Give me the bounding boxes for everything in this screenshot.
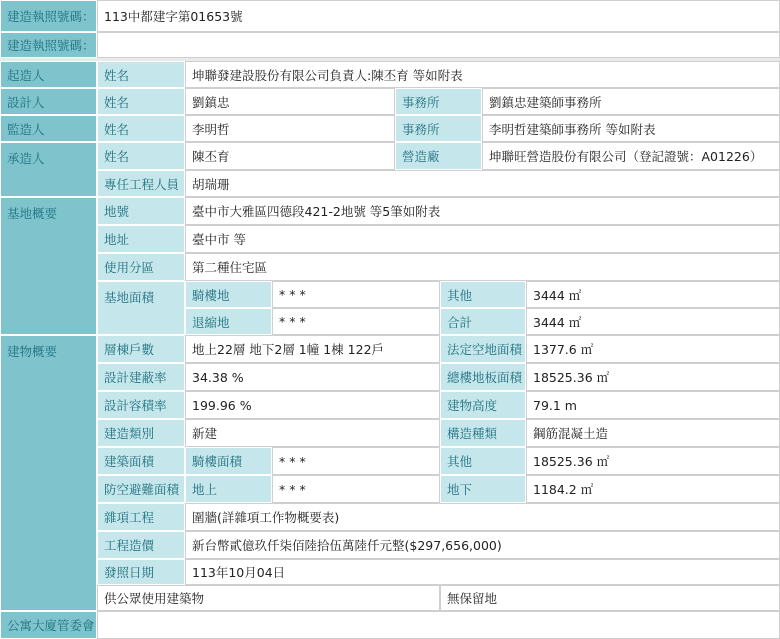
site-overview-label: 基地概要 [0,197,97,335]
build-area-label: 建築面積 [97,447,185,475]
build-type-value: 新建 [185,419,440,447]
site-setback-label: 退縮地 [185,308,272,335]
contractor-name-value: 陳丕育 [185,142,395,170]
site-zoning-label: 使用分區 [97,253,185,281]
designer-office-label: 事務所 [395,88,482,115]
structure-value: 鋼筋混凝土造 [526,419,780,447]
shelter-below-label: 地下 [440,475,526,503]
site-address-value: 臺中市 等 [185,225,780,253]
shelter-area-label: 防空避難面積 [97,475,185,503]
permit-number-value-2 [97,32,780,58]
building-overview-label: 建物概要 [0,335,97,611]
contractor-name-label: 姓名 [97,142,185,170]
far-value: 199.96 % [185,391,440,419]
build-type-label: 建造類別 [97,419,185,447]
designer-office-value: 劉鎮忠建築師事務所 [482,88,780,115]
open-space-label: 法定空地面積 [440,335,526,363]
supervisor-name-label: 姓名 [97,115,185,142]
arcade-area-value: * * * [272,447,440,475]
site-setback-value: * * * [272,308,440,335]
structure-label: 構造種類 [440,419,526,447]
initiator-name-label: 姓名 [97,61,185,88]
supervisor-name-value: 李明哲 [185,115,395,142]
shelter-below-value: 1184.2 ㎡ [526,475,780,503]
contractor-label: 承造人 [0,142,97,197]
height-label: 建物高度 [440,391,526,419]
permit-number-label: 建造執照號碼： [0,0,97,32]
coverage-value: 34.38 % [185,363,440,391]
site-other-label: 其他 [440,281,526,308]
cost-value: 新台幣貳億玖仟柒佰陸拾伍萬陸仟元整($297,656,000) [185,531,780,559]
build-other-label: 其他 [440,447,526,475]
site-arcade-value: * * * [272,281,440,308]
arcade-area-label: 騎樓面積 [185,447,272,475]
building-floors-label: 層棟戶數 [97,335,185,363]
contractor-company-value: 坤聯旺營造股份有限公司（登記證號：A01226） [482,142,780,170]
site-area-label: 基地面積 [97,281,185,335]
site-total-label: 合計 [440,308,526,335]
site-lot-value: 臺中市大雅區四德段421-2地號 等5筆如附表 [185,197,780,225]
site-address-label: 地址 [97,225,185,253]
initiator-name-value: 坤聯發建設股份有限公司負責人:陳丕育 等如附表 [185,61,780,88]
contractor-company-label: 營造廠 [395,142,482,170]
site-arcade-label: 騎樓地 [185,281,272,308]
misc-works-label: 雜項工程 [97,503,185,531]
misc-works-value: 圍牆(詳雜項工作物概要表) [185,503,780,531]
reserved-land-value: 無保留地 [440,585,780,611]
shelter-above-label: 地上 [185,475,272,503]
designer-name-value: 劉鎮忠 [185,88,395,115]
initiator-label: 起造人 [0,61,97,88]
designer-name-label: 姓名 [97,88,185,115]
permit-number-label-2: 建造執照號碼： [0,32,97,58]
supervisor-label: 監造人 [0,115,97,142]
issue-date-value: 113年10月04日 [185,559,780,585]
site-other-value: 3444 ㎡ [526,281,780,308]
management-committee-label: 公寓大廈管委會 [0,611,97,639]
issue-date-label: 發照日期 [97,559,185,585]
contractor-engineer-label: 專任工程人員 [97,170,185,197]
coverage-label: 設計建蔽率 [97,363,185,391]
cost-label: 工程造價 [97,531,185,559]
supervisor-office-label: 事務所 [395,115,482,142]
site-zoning-value: 第二種住宅區 [185,253,780,281]
permit-number-value: 113中都建字第01653號 [97,0,780,32]
public-use-value: 供公眾使用建築物 [97,585,440,611]
shelter-above-value: * * * [272,475,440,503]
site-total-value: 3444 ㎡ [526,308,780,335]
management-committee-value [97,611,780,639]
build-other-value: 18525.36 ㎡ [526,447,780,475]
building-floors-value: 地上22層 地下2層 1幢 1棟 122戶 [185,335,440,363]
floor-area-label: 總樓地板面積 [440,363,526,391]
contractor-engineer-value: 胡瑞珊 [185,170,780,197]
open-space-value: 1377.6 ㎡ [526,335,780,363]
designer-label: 設計人 [0,88,97,115]
far-label: 設計容積率 [97,391,185,419]
supervisor-office-value: 李明哲建築師事務所 等如附表 [482,115,780,142]
floor-area-value: 18525.36 ㎡ [526,363,780,391]
height-value: 79.1 m [526,391,780,419]
site-lot-label: 地號 [97,197,185,225]
